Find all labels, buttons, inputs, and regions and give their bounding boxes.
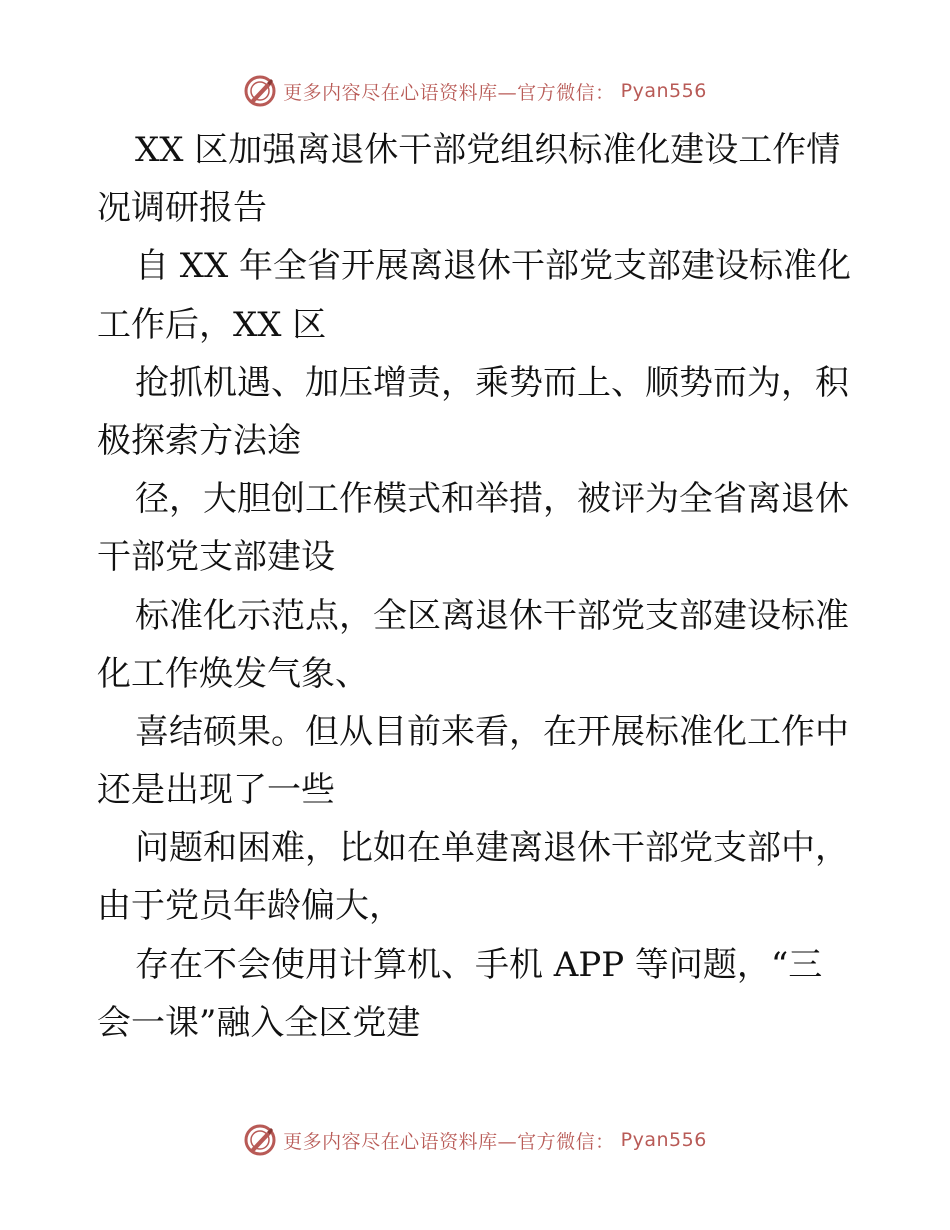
text-line: 工作后，XX 区 [97, 304, 327, 345]
text-line: 还是出现了一些 [97, 770, 335, 811]
document-body [97, 121, 857, 1052]
watermark-text: 更多内容尽在心语资料库—官方微信： [283, 1130, 615, 1153]
watermark-contact: Pyan556 [620, 1129, 707, 1151]
text-line: 由于党员年龄偏大， [97, 886, 403, 927]
text-line: 抢抓机遇、加压增责，乘势而上、顺势而为，积 [135, 362, 849, 403]
text-line: 存在不会使用计算机、手机 APP 等问题，“三 [135, 944, 823, 985]
text-line: 极探索方法途 [97, 420, 301, 461]
watermark-text: 更多内容尽在心语资料库—官方微信： [283, 81, 615, 104]
watermark-banner-bottom [0, 1120, 950, 1160]
seal-pen-icon [243, 1123, 277, 1157]
text-line: 会一课”融入全区党建 [97, 1002, 421, 1043]
watermark-contact: Pyan556 [620, 80, 707, 102]
text-line: 标准化示范点，全区离退休干部党支部建设标准 [135, 595, 849, 636]
watermark-banner-top [0, 71, 950, 111]
text-line: 化工作焕发气象、 [97, 653, 369, 694]
text-line: 况调研报告 [97, 188, 267, 229]
text-line: 问题和困难，比如在单建离退休干部党支部中， [135, 828, 849, 869]
text-line: XX 区加强离退休干部党组织标准化建设工作情 [135, 130, 841, 170]
text-line: 喜结硕果。但从目前来看，在开展标准化工作中 [135, 711, 849, 752]
text-line: 干部党支部建设 [97, 537, 335, 578]
text-line: 自 XX 年全省开展离退休干部党支部建设标准化 [135, 246, 852, 287]
text-line: 径，大胆创工作模式和举措，被评为全省离退休 [135, 479, 849, 520]
seal-pen-icon [243, 74, 277, 108]
